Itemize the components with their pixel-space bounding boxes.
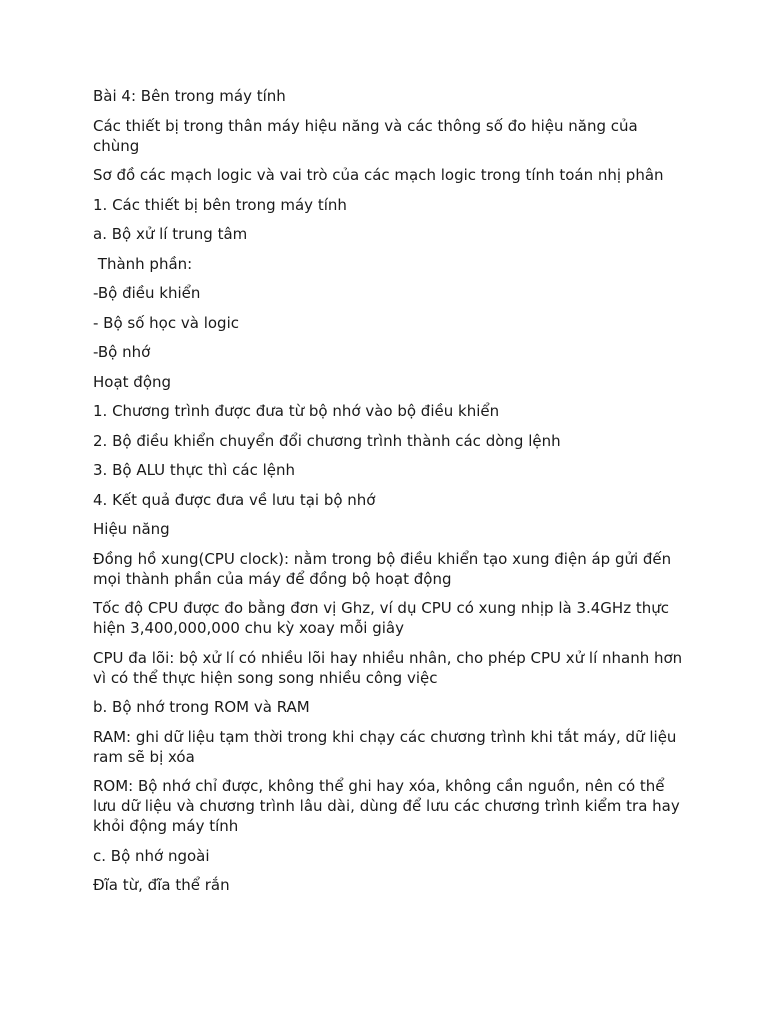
subsection-heading-cpu: a. Bộ xử lí trung tâm	[93, 225, 248, 243]
operation-step-1: 1. Chương trình được đưa từ bộ nhớ vào bộ điều khiển	[93, 402, 500, 420]
component-memory: -Bộ nhớ	[93, 343, 151, 361]
document-page	[93, 86, 687, 905]
operation-label: Hoạt động	[93, 372, 172, 391]
paragraph-disks: Đĩa từ, đĩa thể rắn	[93, 876, 230, 894]
component-alu: - Bộ số học và logic	[93, 313, 239, 332]
operation-step-3: 3. Bộ ALU thực thì các lệnh	[93, 461, 296, 479]
operation-step-4: 4. Kết quả được đưa về lưu tại bộ nhớ	[93, 490, 376, 509]
paragraph-logic-circuits: Sơ đồ các mạch logic và vai trò của các mạch logic trong tính toán nhị phân	[93, 166, 664, 184]
paragraph-cpu-clock: Đồng hồ xung(CPU clock): nằm trong bộ điều khiển tạo xung điện áp gửi đến mọi thành phần của máy để đồng bộ hoạt động	[93, 549, 676, 588]
paragraph-rom: ROM: Bộ nhớ chỉ được, không thể ghi hay xóa, không cần nguồn, nên có thể lưu dữ liệu và chương trình lâu dài, dùng để lưu các chương trình kiểm tra hay khỏi động máy tính	[93, 777, 685, 835]
paragraph-cpu-speed: Tốc độ CPU được đo bằng đơn vị Ghz, ví dụ CPU có xung nhịp là 3.4GHz thực hiện 3,400,000,000 chu kỳ xoay mỗi giây	[93, 599, 674, 637]
paragraph-devices-performance: Các thiết bị trong thân máy hiệu năng và các thông số đo hiệu năng của chùng	[93, 116, 643, 155]
paragraph-ram: RAM: ghi dữ liệu tạm thời trong khi chạy các chương trình khi tắt máy, dữ liệu ram sẽ bị xóa	[93, 727, 682, 766]
subsection-heading-rom-ram: b. Bộ nhớ trong ROM và RAM	[93, 698, 310, 716]
component-control-unit: -Bộ điều khiển	[93, 284, 201, 302]
paragraph-multicore: CPU đa lõi: bộ xử lí có nhiều lõi hay nhiều nhân, cho phép CPU xử lí nhanh hơn vì có thể thực hiện song song nhiều công việc	[93, 648, 687, 687]
subsection-heading-external-memory: c. Bộ nhớ ngoài	[93, 846, 210, 865]
components-label: Thành phần:	[93, 254, 193, 273]
performance-label: Hiệu năng	[93, 520, 170, 538]
operation-step-2: 2. Bộ điều khiển chuyển đổi chương trình thành các dòng lệnh	[93, 431, 561, 450]
section-heading-internal-devices: 1. Các thiết bị bên trong máy tính	[93, 195, 347, 214]
document-title: Bài 4: Bên trong máy tính	[93, 87, 286, 105]
